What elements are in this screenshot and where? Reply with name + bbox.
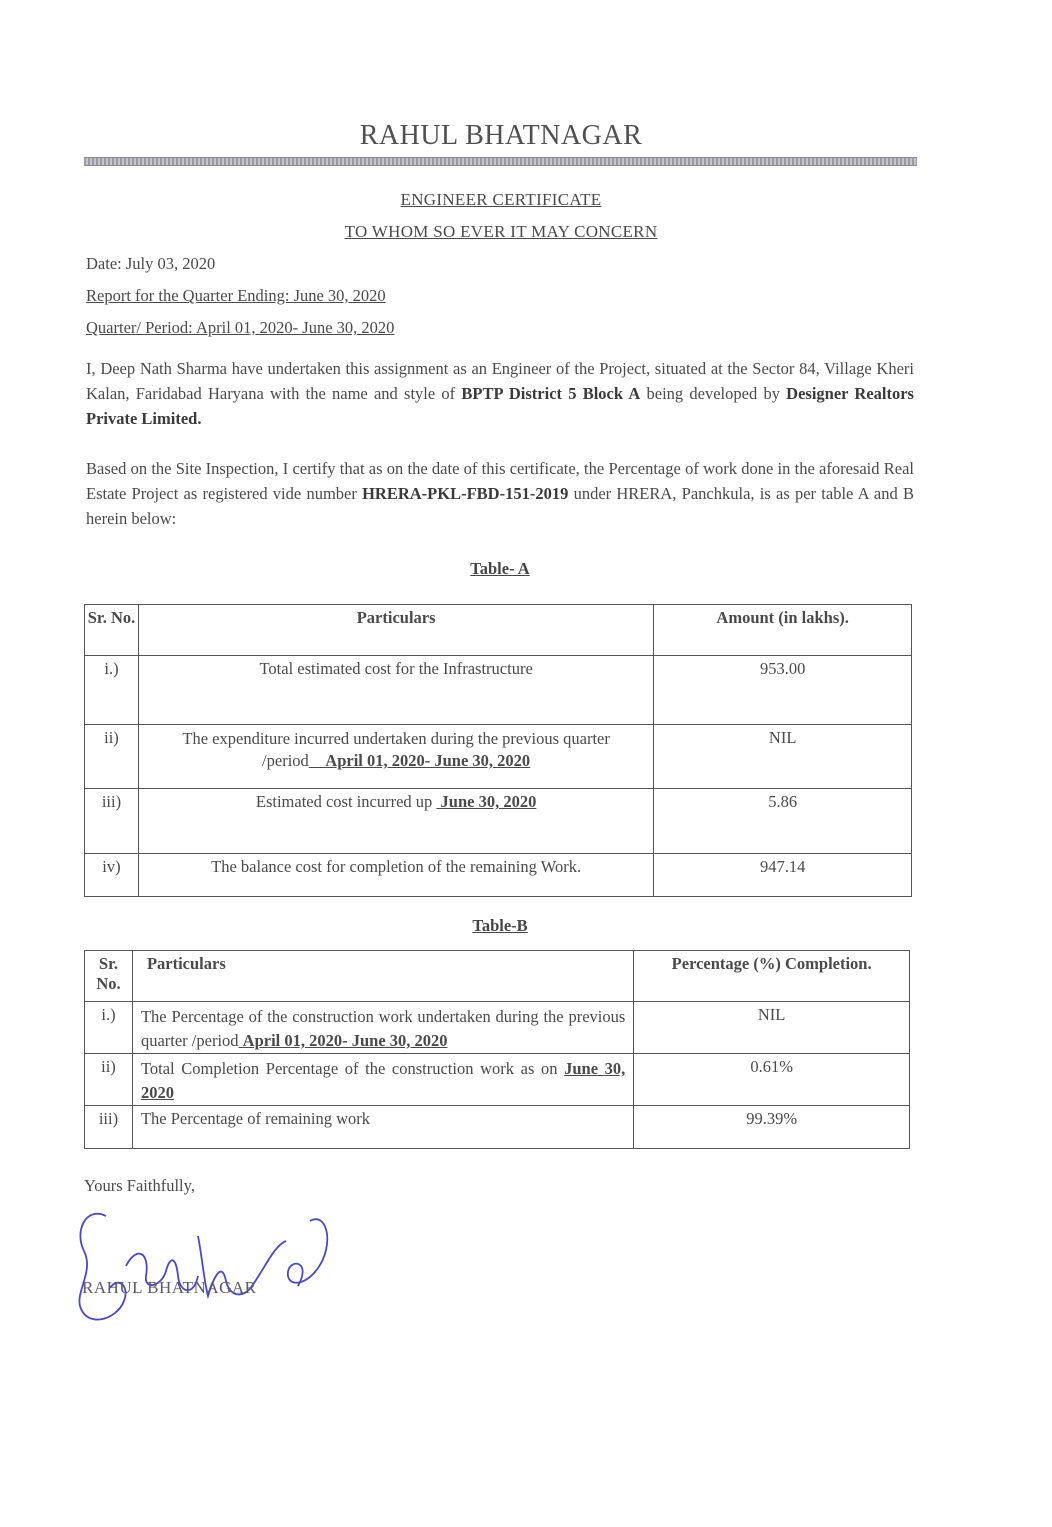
- row-sr: iv): [85, 854, 139, 897]
- table-row: [85, 1002, 910, 1054]
- header-amount: Amount (in lakhs).: [654, 605, 912, 656]
- table-row: [85, 656, 912, 725]
- row-particulars: The balance cost for completion of the remaining Work.: [138, 854, 653, 897]
- row-sr: ii): [85, 725, 139, 789]
- row-particulars: The Percentage of remaining work: [132, 1106, 633, 1149]
- table-b: [84, 950, 910, 1149]
- row-sr: ii): [85, 1054, 133, 1106]
- table-row: [85, 854, 912, 897]
- table-row: [85, 789, 912, 854]
- assignment-paragraph: I, Deep Nath Sharma have undertaken this assignment as an Engineer of the Project, situated at the Sector 84, Village Kheri Kalan, Faridabad Haryana with the name and style of BPTP District 5 Block A being developed by Designer Realtors Private Limited.: [86, 359, 914, 428]
- table-row: [85, 605, 912, 656]
- table-a: [84, 604, 912, 897]
- table-row: [85, 951, 910, 1002]
- signature-scribble: [66, 1206, 336, 1336]
- header-particulars: Particulars: [132, 951, 633, 1002]
- period-date: April 01, 2020- June 30, 2020: [325, 751, 531, 770]
- row-particulars: Total Completion Percentage of the construction work as on June 30, 2020: [132, 1054, 633, 1106]
- row-amount: 953.00: [654, 656, 912, 725]
- cutoff-date: June 30, 2020: [440, 792, 537, 811]
- row-percentage: 99.39%: [634, 1106, 910, 1149]
- as-on-date: June 30, 2020: [140, 1059, 626, 1102]
- signatory-name: RAHUL BHATNAGAR: [82, 1278, 257, 1297]
- row-percentage: NIL: [634, 1002, 910, 1054]
- closing-text: Yours Faithfully,: [84, 1176, 195, 1195]
- row-particulars: The expenditure incurred undertaken during the previous quarter /period April 01, 2020- June 30, 2020: [138, 725, 653, 789]
- header-percentage: Percentage (%) Completion.: [634, 951, 910, 1002]
- period-date: April 01, 2020- June 30, 2020: [242, 1031, 448, 1050]
- header-sr: Sr. No.: [85, 605, 139, 656]
- row-amount: 5.86: [654, 789, 912, 854]
- report-line: Report for the Quarter Ending: June 30, 2020: [86, 286, 386, 305]
- certificate-title: ENGINEER CERTIFICATE: [400, 190, 602, 209]
- row-sr: i.): [85, 1002, 133, 1054]
- signature: [66, 1206, 336, 1341]
- table-row: [85, 1054, 910, 1106]
- row-sr: iii): [85, 789, 139, 854]
- row-particulars: Estimated cost incurred up June 30, 2020: [138, 789, 653, 854]
- row-percentage: 0.61%: [634, 1054, 910, 1106]
- row-amount: 947.14: [654, 854, 912, 897]
- table-b-caption: Table-B: [472, 916, 528, 935]
- registration-number: HRERA-PKL-FBD-151-2019: [362, 484, 569, 503]
- inspection-paragraph: Based on the Site Inspection, I certify that as on the date of this certificate, the Percentage of work done in the aforesaid Real Estate Project as registered vide number HRERA-PKL-FBD-151-2019 under HRERA, Panchkula, is as per table A and B herein below:: [86, 459, 914, 528]
- certificate-subtitle: TO WHOM SO EVER IT MAY CONCERN: [344, 222, 658, 241]
- period-line: Quarter/ Period: April 01, 2020- June 30, 2020: [86, 318, 395, 337]
- letterhead-name: RAHUL BHATNAGAR: [359, 120, 643, 151]
- row-particulars: The Percentage of the construction work undertaken during the previous quarter /period April 01, 2020- June 30, 2020: [132, 1002, 633, 1054]
- header-sr: Sr. No.: [85, 951, 133, 1002]
- developer-name: Designer Realtors Private Limited.: [86, 384, 914, 428]
- row-particulars: Total estimated cost for the Infrastructure: [138, 656, 653, 725]
- row-sr: i.): [85, 656, 139, 725]
- table-a-caption: Table- A: [470, 559, 530, 578]
- header-particulars: Particulars: [138, 605, 653, 656]
- project-name: BPTP District 5 Block A: [461, 384, 641, 403]
- row-sr: iii): [85, 1106, 133, 1149]
- table-row: [85, 725, 912, 789]
- table-row: [85, 1106, 910, 1149]
- date-line: Date: July 03, 2020: [86, 254, 216, 273]
- row-amount: NIL: [654, 725, 912, 789]
- letterhead-rule: [84, 157, 917, 166]
